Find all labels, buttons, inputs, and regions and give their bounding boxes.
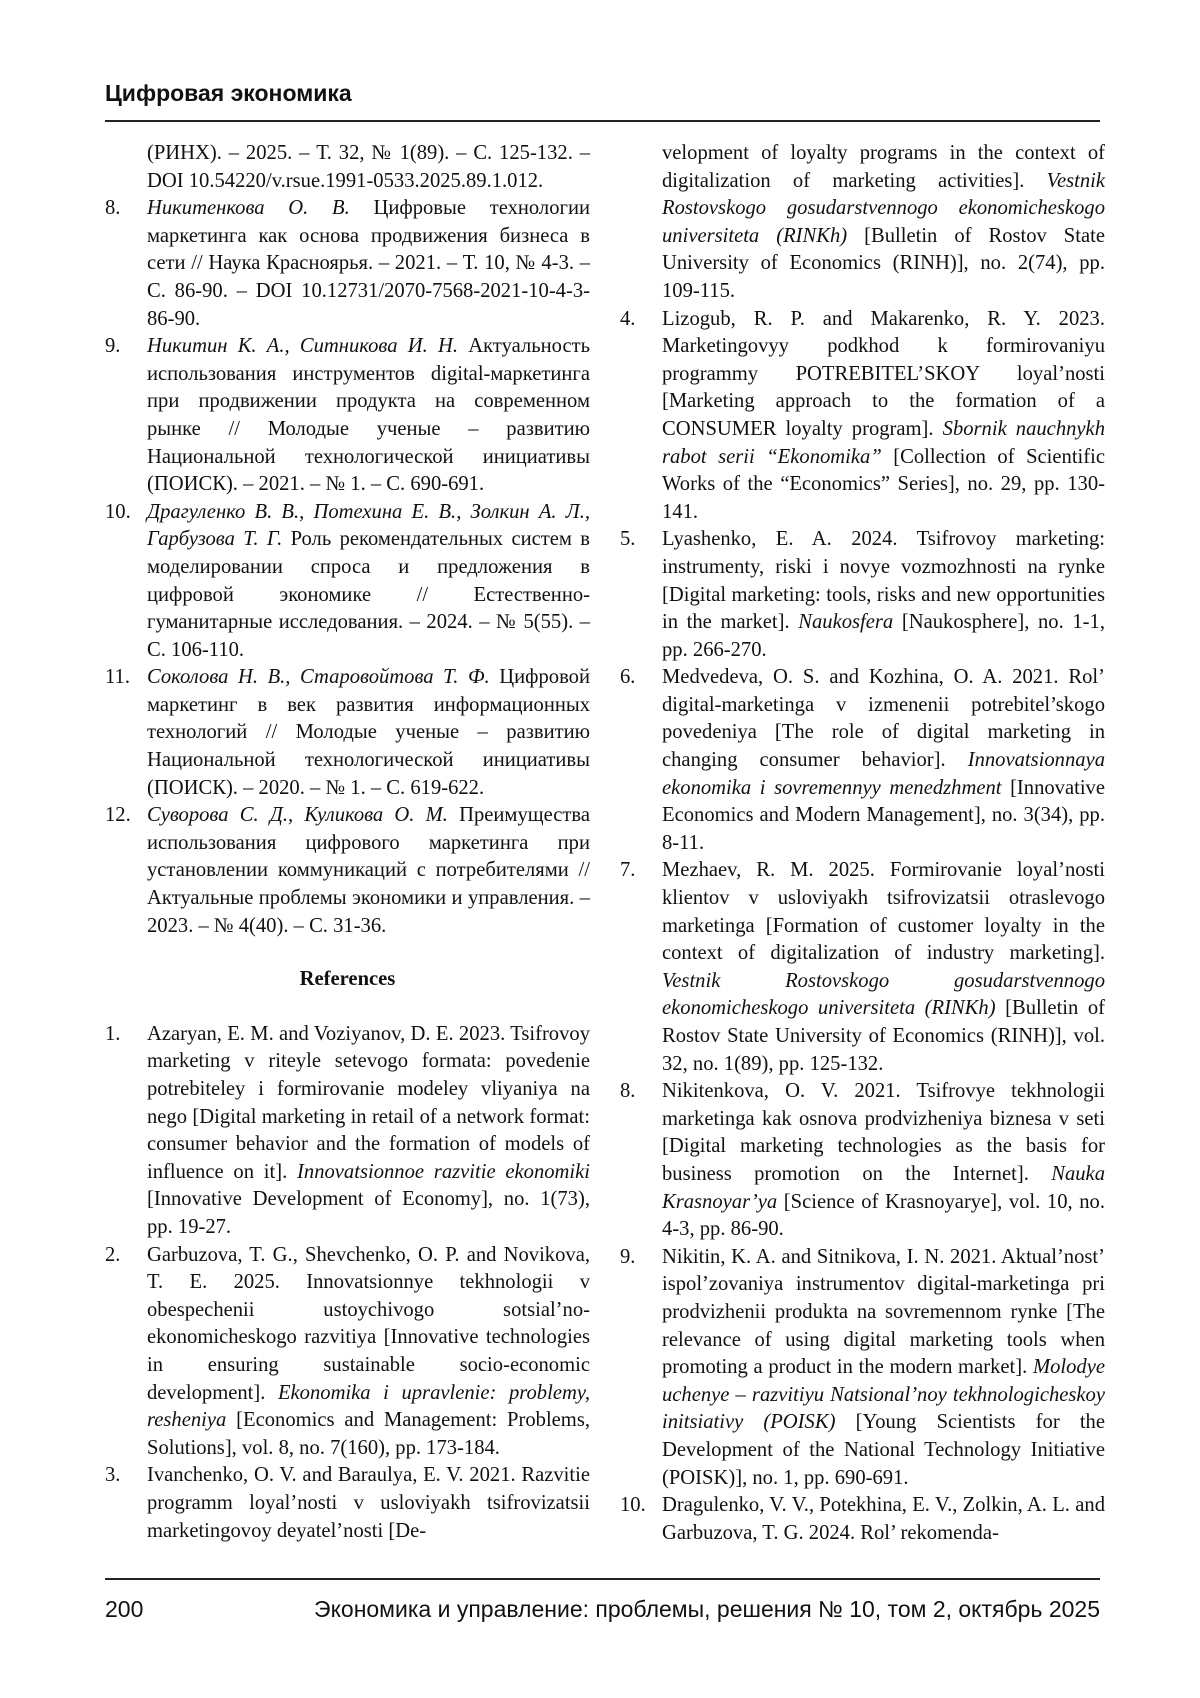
footer-rule [105,1578,1100,1580]
ref-source: Naukosfera [798,611,894,634]
ref-text [662,857,1105,1078]
ref-number: 12. [105,804,131,827]
ref-number: 8. [620,1080,636,1103]
ref-number: 11. [105,666,130,689]
ref-body: Azaryan, E. M. and Voziyanov, D. E. 2023. Tsifrovoy marketing v riteyle setevogo formata: povedenie potrebiteley i formirovanie modeley vliyaniya na nego [Digital marketing in retail of a network format: consumer behavior and the formation of models of influence on it]. [147,1022,590,1183]
left-column [105,140,590,1545]
ref-body: Mezhaev, R. M. 2025. Formirovanie loyal’nosti klientov v usloviyakh tsifrovizatsii otraslevogo marketinga [Formation of customer loyalty in the context of digitalization of industry marketing]. [662,859,1105,965]
header-rule [105,120,1100,122]
ref-source: Innovatsionnaya ekonomika i sovremennyy menedzhment [662,749,1105,799]
ref-tail: [Naukosphere], no. 1-1, pp. 266-270. [662,611,1105,661]
ref-tail: [Collection of Scientific Works of the “Economics” Series], no. 29, pp. 130-141. [662,445,1105,523]
ref-authors: Соколова Н. В., Старовойтова Т. Ф. [147,666,490,689]
ref-number: 6. [620,666,636,689]
ref-tail: [Innovative Development of Economy], no. 1(73), pp. 19-27. [147,1188,590,1238]
ref-item [105,1242,590,1463]
ref-authors: Драгуленко В. В., Потехина Е. В., Золкин А. Л., Гарбузова Т. Г. [147,500,590,551]
ref-body: Актуальность использования инструментов digital-маркетинга при продвижении продукта на современном рынке // Молодые ученые – развитию Национальной технологической инициативы (ПОИСК). – 2021. – № 1. – С. 690-691. [147,335,590,496]
ref-body: Lizogub, R. P. and Makarenko, R. Y. 2023. Marketingovyy podkhod k formirovaniyu programmy POTREBITEL’SKOY loyal’nosti [Marketing approach to the formation of a CONSUMER loyalty program]. [662,307,1105,440]
ref-text [147,333,590,499]
ref-continuation [620,140,1105,306]
ref-number: 9. [105,335,121,358]
ref-body: Lyashenko, E. A. 2024. Tsifrovoy marketing: instrumenty, riski i novye vozmozhnosti na rynke [Digital marketing: tools, risks and new opportunities in the market]. [662,528,1105,634]
ref-number: 3. [105,1464,121,1487]
ref-body: Garbuzova, T. G., Shevchenko, O. P. and Novikova, T. E. 2025. Innovatsionnye tekhnologii v obespechenii ustoychivogo sotsial’no-ekonomicheskogo razvitiya [Innovative technologies in ensuring sustainable socio-economic development]. [147,1243,590,1404]
ref-body: Medvedeva, O. S. and Kozhina, O. A. 2021. Rol’ digital-marketinga v izmenenii potrebitel’skogo povedeniya [The role of digital marketing in changing consumer behavior]. [662,666,1105,772]
ref-number: 1. [105,1022,121,1045]
ref-item [105,195,590,333]
ref-authors: Никитенкова О. В. [147,197,350,220]
ref-source: Sbornik nauchnykh rabot serii “Ekonomika” [662,417,1105,468]
ref-number: 7. [620,859,636,882]
ref-item [105,1462,590,1545]
page-number: 200 [105,1596,144,1622]
ref-tail: [Innovative Economics and Modern Management], no. 3(34), pp. 8-11. [662,776,1105,854]
ref-text [662,306,1105,527]
ref-authors: Никитин К. А., Ситникова И. Н. [147,335,459,358]
ref-number: 8. [105,197,121,220]
ref-text [147,664,590,802]
ref-item [620,1492,1105,1547]
ref-tail: [Bulletin of Rostov State University of Economics (RINH)], vol. 32, no. 1(89), pp. 125-132. [662,997,1105,1075]
ref-text [662,664,1105,857]
references-heading: References [299,968,396,991]
section-title: Цифровая экономика [105,80,352,106]
ref-item [105,802,590,940]
journal-issue: Экономика и управление: проблемы, решения № 10, том 2, октябрь 2025 [314,1596,1100,1622]
ref-item [105,664,590,802]
ref-number: 4. [620,307,636,330]
ref-body: velopment of loyalty programs in the context of digitalization of marketing activities]. [662,142,1105,192]
ref-authors: Суворова С. Д., Куликова О. М. [147,804,448,827]
page-footer [105,1596,1100,1623]
ref-source: Innovatsionnoe razvitie ekonomiki [297,1160,591,1183]
ref-text [662,1244,1105,1492]
ref-body: Преимущества использования цифрового маркетинга при установлении коммуникаций с потребителями // Актуальные проблемы экономики и управления. – 2023. – № 4(40). – С. 31-36. [147,804,590,937]
ref-item [620,664,1105,857]
ref-item [620,1244,1105,1492]
ref-item [105,333,590,499]
ref-number: 5. [620,528,636,551]
ref-text [147,499,590,665]
ref-text [662,1492,1105,1547]
ref-text [662,526,1105,664]
ref-item [620,306,1105,527]
ref-source: Vestnik Rostovskogo gosudarstvennogo ekonomicheskogo universiteta (RINKh) [662,969,1105,1020]
ref-text [147,1242,590,1463]
right-column [620,140,1105,1547]
ref-source: Nauka Krasnoyar’ya [662,1162,1105,1213]
ref-source: Vestnik Rostovskogo gosudarstvennogo ekonomicheskogo universiteta (RINKh) [662,169,1105,247]
ref-body: Dragulenko, V. V., Potekhina, E. V., Zolkin, A. L. and Garbuzova, T. G. 2024. Rol’ rekomenda- [662,1494,1105,1544]
ref-text [147,802,590,940]
ref-body: Nikitin, K. A. and Sitnikova, I. N. 2021. Aktual’nost’ ispol’zovaniya instrumentov digital-marketinga pri prodvizhenii produkta na sovremennom rynke [The relevance of using digital marketing tools when promoting a product in the modern market]. [662,1245,1105,1379]
ref-tail: [Science of Krasnoyarye], vol. 10, no. 4-3, pp. 86-90. [662,1190,1105,1241]
ref-item [105,499,590,665]
ref-text [662,1078,1105,1244]
ref-number: 10. [620,1494,646,1517]
ref-source: Ekonomika i upravlenie: problemy, resheniya [147,1381,590,1432]
ref-tail: [Economics and Management: Problems, Solutions], vol. 8, no. 7(160), pp. 173-184. [147,1409,590,1459]
ref-number: 2. [105,1243,121,1266]
ref-text [147,195,590,333]
ref-source: Molodye uchenye – razvitiyu Natsional’noy tekhnologicheskoy initsiativy (POISK) [662,1356,1105,1434]
ref-item [620,526,1105,664]
ref-item [620,1078,1105,1244]
ref-text [147,1021,590,1242]
ref-tail: [Young Scientists for the Development of the National Technology Initiative (POISK)], no. 1, pp. 690-691. [662,1411,1105,1489]
ref-tail: [Bulletin of Rostov State University of Economics (RINH)], no. 2(74), pp. 109-115. [662,224,1105,302]
ref-body: Роль рекомендательных систем в моделировании спроса и предложения в цифровой экономике // Естественно-гуманитарные исследования. – 2024. – № 5(55). – С. 106-110. [147,528,591,661]
ref-item [620,857,1105,1078]
ref-item [105,1021,590,1242]
ref-body: Nikitenkova, O. V. 2021. Tsifrovye tekhnologii marketinga kak osnova prodvizheniya biznesa v seti [Digital marketing technologies as the basis for business promotion on the Internet]. [662,1080,1105,1185]
ref-continuation: (РИНХ). – 2025. – Т. 32, № 1(89). – С. 125-132. – DOI 10.54220/v.rsue.1991-0533.2025.89.1.012. [147,142,590,192]
ref-number: 10. [105,500,131,523]
ref-body: Ivanchenko, O. V. and Baraulya, E. V. 2021. Razvitie programm loyal’nosti v usloviyakh tsifrovizatsii marketingovoy deyatel’nosti [De- [147,1464,590,1542]
ref-body: Цифровой маркетинг в век развития информационных технологий // Молодые ученые – развитию Национальной технологической инициативы (ПОИСК). – 2020. – № 1. – С. 619-622. [147,666,590,799]
ref-number: 9. [620,1245,636,1268]
ref-text [147,1462,590,1545]
ref-body: Цифровые технологии маркетинга как основа продвижения бизнеса в сети // Наука Красноярья. – 2021. – Т. 10, № 4-3. – С. 86-90. – DOI 10.12731/2070-7568-2021-10-4-3-86-90. [147,197,590,330]
